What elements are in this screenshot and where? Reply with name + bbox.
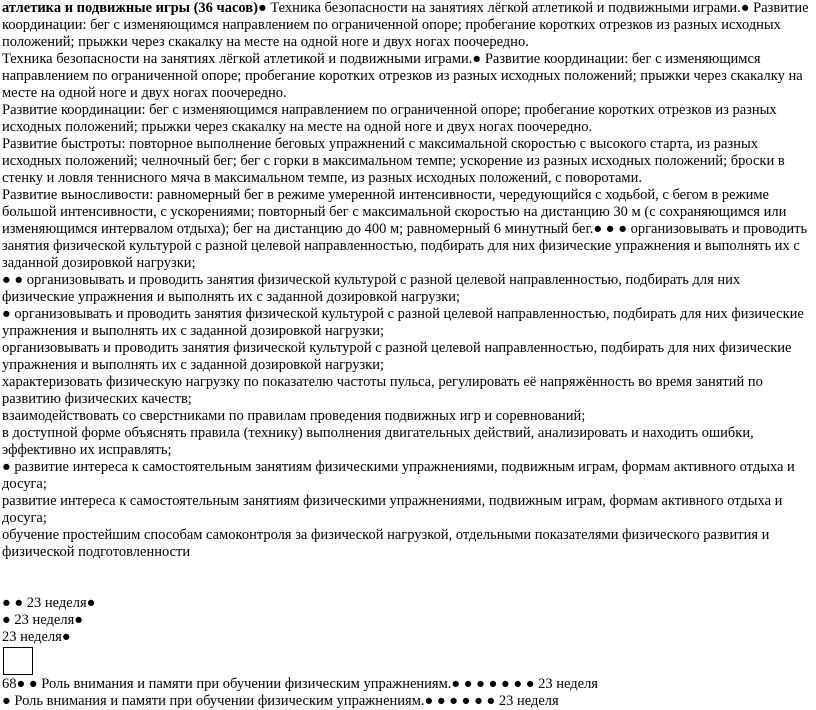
- paragraph-2: [2, 51, 814, 102]
- week-label: 23 неделя: [26, 595, 87, 611]
- week-line-1: [2, 595, 814, 612]
- paragraph-1: [2, 0, 814, 51]
- bullet-icon: ●: [476, 676, 485, 692]
- page-number: 68: [2, 676, 17, 692]
- paragraph-4: Развитие быстроты: повторное выполнение беговых упражнений с максимальной скоростью с высокого старта, из разных исходных положений; челночный бег; бег с горки в максимальном темпе; ускорение из разных исходных положений; броски в стенку и ловля теннисного мяча в максимальном темпе, из разных исходных положений, с поворотами.: [2, 136, 785, 186]
- paragraph-5-text-a: Развитие выносливости: равномерный бег в режиме умеренной интенсивности, чередующийся с ходьбой, с бегом в режиме большой интенсивности, с ускорениями; повторный бег с максимальной скоростью на дистанцию 30 м (с сохраняющимся или изменяющимся интервалом отдыха); бег на дистанцию до 400 м; равномерный 6 минутный бег.: [2, 187, 787, 237]
- paragraph-12-text: развитие интереса к самостоятельным занятиям физическими упражнениями, подвижным играм, формам активного отдыха и досуга;: [2, 459, 795, 492]
- bullet-icon: ●: [2, 272, 11, 288]
- bullet-icon: ●: [2, 612, 11, 628]
- bullet-icon: ●: [605, 221, 615, 237]
- bullet-icon: ●: [436, 693, 446, 709]
- week-label: 23 неделя: [2, 629, 62, 645]
- empty-box: [3, 647, 33, 675]
- paragraph-2-text-b: Развитие координации: бег с изменяющимся направлением по ограниченной опоре; пробегание коротких отрезков из разных исходных положений; прыжки через скакалку на месте на одной ноге и двух ногах поочередно.: [2, 51, 803, 101]
- paragraph-10: взаимодействовать со сверстниками по правилам проведения подвижных игр и соревнований;: [2, 408, 586, 424]
- paragraph-3: Развитие координации: бег с изменяющимся направлением по ограниченной опоре; пробегание коротких отрезков из разных исходных положений; прыжки через скакалку на месте на одной ноге и двух ногах поочередно.: [2, 102, 777, 135]
- week-label: 23 неделя: [498, 693, 559, 709]
- bullet-icon: ●: [2, 459, 11, 475]
- paragraph-11: в доступной форме объяснять правила (технику) выполнения двигательных действий, анализировать и находить ошибки, эффективно их исправлять;: [2, 425, 754, 458]
- paragraph-13: развитие интереса к самостоятельным занятиям физическими упражнениями, подвижным играм, формам активного отдыха и досуга;: [2, 493, 783, 526]
- bullet-icon: ●: [74, 612, 84, 628]
- bullet-icon: ●: [16, 676, 26, 692]
- bullet-icon: ●: [513, 676, 523, 692]
- paragraph-2-text-a: Техника безопасности на занятиях лёгкой атлетикой и подвижными играми.: [2, 51, 473, 67]
- bullet-icon: ●: [472, 51, 482, 67]
- bullet-icon: ●: [449, 693, 459, 709]
- paragraph-14: обучение простейшим способам самоконтроля за физической нагрузкой, отдельными показателями физического развития и физической подготовленности: [2, 527, 770, 560]
- bullet-icon: ●: [14, 595, 24, 611]
- bullet-icon: ●: [86, 595, 96, 611]
- paragraph-7-text: организовывать и проводить занятия физической культурой с разной целевой направленностью, подбирать для них физические упражнения и выполнять их с заданной дозировкой нагрузки;: [2, 306, 804, 339]
- paragraph-5-text-b: организовывать и проводить занятия физической культурой с разной целевой направленностью, подбирать для них физические упражнения и выполнять их с заданной дозировкой нагрузки;: [2, 221, 808, 271]
- bullet-icon: ●: [500, 676, 510, 692]
- bullet-icon: ●: [2, 693, 11, 709]
- bullet-icon: ●: [257, 0, 267, 16]
- paragraph-1-text-b: Развитие координации: бег с изменяющимся направлением по ограниченной опоре; пробегание коротких отрезков из разных исходных положений; прыжки через скакалку на месте на одной ноге и двух ногах поочередно.: [2, 0, 809, 50]
- bullet-icon: ●: [474, 693, 483, 709]
- role-line-2: [2, 693, 814, 710]
- bullet-icon: ●: [740, 0, 750, 16]
- section-heading: атлетика и подвижные игры (36 часов): [2, 0, 258, 16]
- paragraph-1-text-a: Техника безопасности на занятиях лёгкой атлетикой и подвижными играми.: [270, 0, 741, 16]
- bullet-icon: ●: [2, 595, 11, 611]
- bullet-icon: ●: [488, 676, 498, 692]
- bullet-icon: ●: [593, 221, 603, 237]
- bullet-icon: ●: [525, 676, 535, 692]
- bullet-icon: ●: [461, 693, 471, 709]
- bullet-icon: ●: [463, 676, 473, 692]
- bullet-icon: ●: [486, 693, 496, 709]
- bullet-icon: ●: [424, 693, 434, 709]
- role-text: Роль внимания и памяти при обучении физическим упражнениям.: [14, 693, 425, 709]
- paragraph-5: [2, 187, 814, 272]
- bullet-icon: ●: [618, 221, 627, 237]
- bullet-icon: ●: [14, 272, 24, 288]
- week-line-2: [2, 612, 814, 629]
- paragraph-6: [2, 272, 814, 306]
- bullet-icon: ●: [61, 629, 71, 645]
- paragraph-8: организовывать и проводить занятия физической культурой с разной целевой направленностью, подбирать для них физические упражнения и выполнять их с заданной дозировкой нагрузки;: [2, 340, 792, 373]
- spacer: [2, 561, 814, 595]
- bullet-icon: ●: [28, 676, 38, 692]
- week-line-3: [2, 629, 814, 646]
- paragraph-7: [2, 306, 814, 340]
- paragraph-6-text: организовывать и проводить занятия физической культурой с разной целевой направленностью, подбирать для них физические упражнения и выполнять их с заданной дозировкой нагрузки;: [2, 272, 741, 305]
- paragraph-12: [2, 459, 814, 493]
- role-line-1: [2, 676, 814, 693]
- week-label: 23 неделя: [14, 612, 75, 628]
- bullet-icon: ●: [2, 306, 11, 322]
- week-label: 23 неделя: [538, 676, 598, 692]
- paragraph-9: характеризовать физическую нагрузку по показателю частоты пульса, регулировать её напряжённость во время занятий по развитию физических качеств;: [2, 374, 763, 407]
- role-text: Роль внимания и памяти при обучении физическим упражнениям.: [41, 676, 452, 692]
- bullet-icon: ●: [451, 676, 461, 692]
